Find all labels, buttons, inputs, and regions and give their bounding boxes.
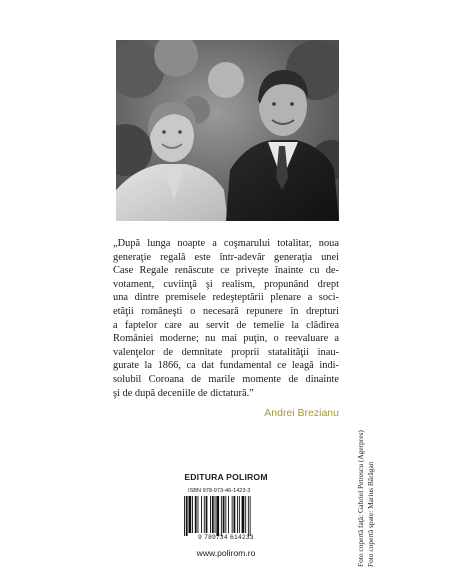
barcode-bar [186, 496, 188, 536]
quote-author: Andrei Brezianu [264, 407, 339, 419]
barcode-bar [228, 496, 229, 533]
cover-photo [116, 40, 339, 221]
barcode-bar [239, 496, 240, 533]
barcode-bar [250, 496, 251, 536]
barcode-number: 9 789734 614233 [198, 534, 254, 541]
quote-line: generaţie regală este într-adevăr generaţia unei [113, 251, 339, 263]
barcode-bar [198, 496, 199, 533]
quote-line: solubil Coroana de marile momente de dinainte [113, 373, 339, 385]
barcode-bar [248, 496, 249, 536]
quote-line: şi de după deceniile de dictatură.” [113, 387, 254, 399]
quote-line: României moderne; nu mai puţin, o reevaluare a [113, 333, 339, 345]
quote-block [113, 237, 339, 400]
barcode-bar [184, 496, 185, 536]
photo-credits [356, 387, 376, 567]
barcode-bar [234, 496, 236, 533]
back-cover-credit: Foto copertă spate: Marius Bărăgan [366, 461, 375, 567]
barcode-bar [242, 496, 245, 533]
barcode-bar [215, 496, 216, 533]
quote-line: votament, cuviinţă şi realism, propunând drept [113, 278, 339, 290]
quote-line: Case Regale renăscute ce priveşte înainte cu de- [113, 265, 339, 277]
barcode-bar [245, 496, 246, 533]
quote-line: una dintre premisele redeşteptării plenare a soci- [113, 292, 339, 304]
barcode-bar [192, 496, 193, 533]
barcode-bar [204, 496, 205, 533]
barcode-bar [212, 496, 214, 533]
front-cover-credit: Foto copertă faţă: Gabriel Petrescu (Agerpres) [356, 430, 365, 567]
barcode [182, 496, 270, 536]
quote-line: etăţii româneşti o necesară repunere în drepturi [113, 305, 339, 317]
barcode-bar [232, 496, 233, 533]
barcode-bar [223, 496, 225, 533]
barcode-bar [206, 496, 208, 533]
barcode-bar [201, 496, 202, 533]
barcode-bar [195, 496, 197, 533]
quote-line: a faptelor care au servit de temelie la clădirea [113, 319, 339, 331]
barcode-bar [210, 496, 211, 533]
publisher-name: EDITURA POLIROM [184, 472, 268, 482]
barcode-bar [216, 496, 219, 536]
isbn-label: ISBN 978-973-46-1423-3 [188, 488, 251, 494]
quote-line: gurate la 1866, ca dat fundamental ce leagă indi- [113, 360, 339, 372]
publisher-website: www.polirom.ro [196, 548, 256, 558]
barcode-bar [237, 496, 238, 533]
barcode-bar [189, 496, 192, 533]
barcode-bar [225, 496, 226, 533]
barcode-bar [221, 496, 222, 536]
quote-line: „După lunga noapte a coşmarului totalitar, noua [113, 238, 339, 249]
quote-line: valenţelor de demnitate proprii statalităţii inau- [113, 346, 339, 358]
